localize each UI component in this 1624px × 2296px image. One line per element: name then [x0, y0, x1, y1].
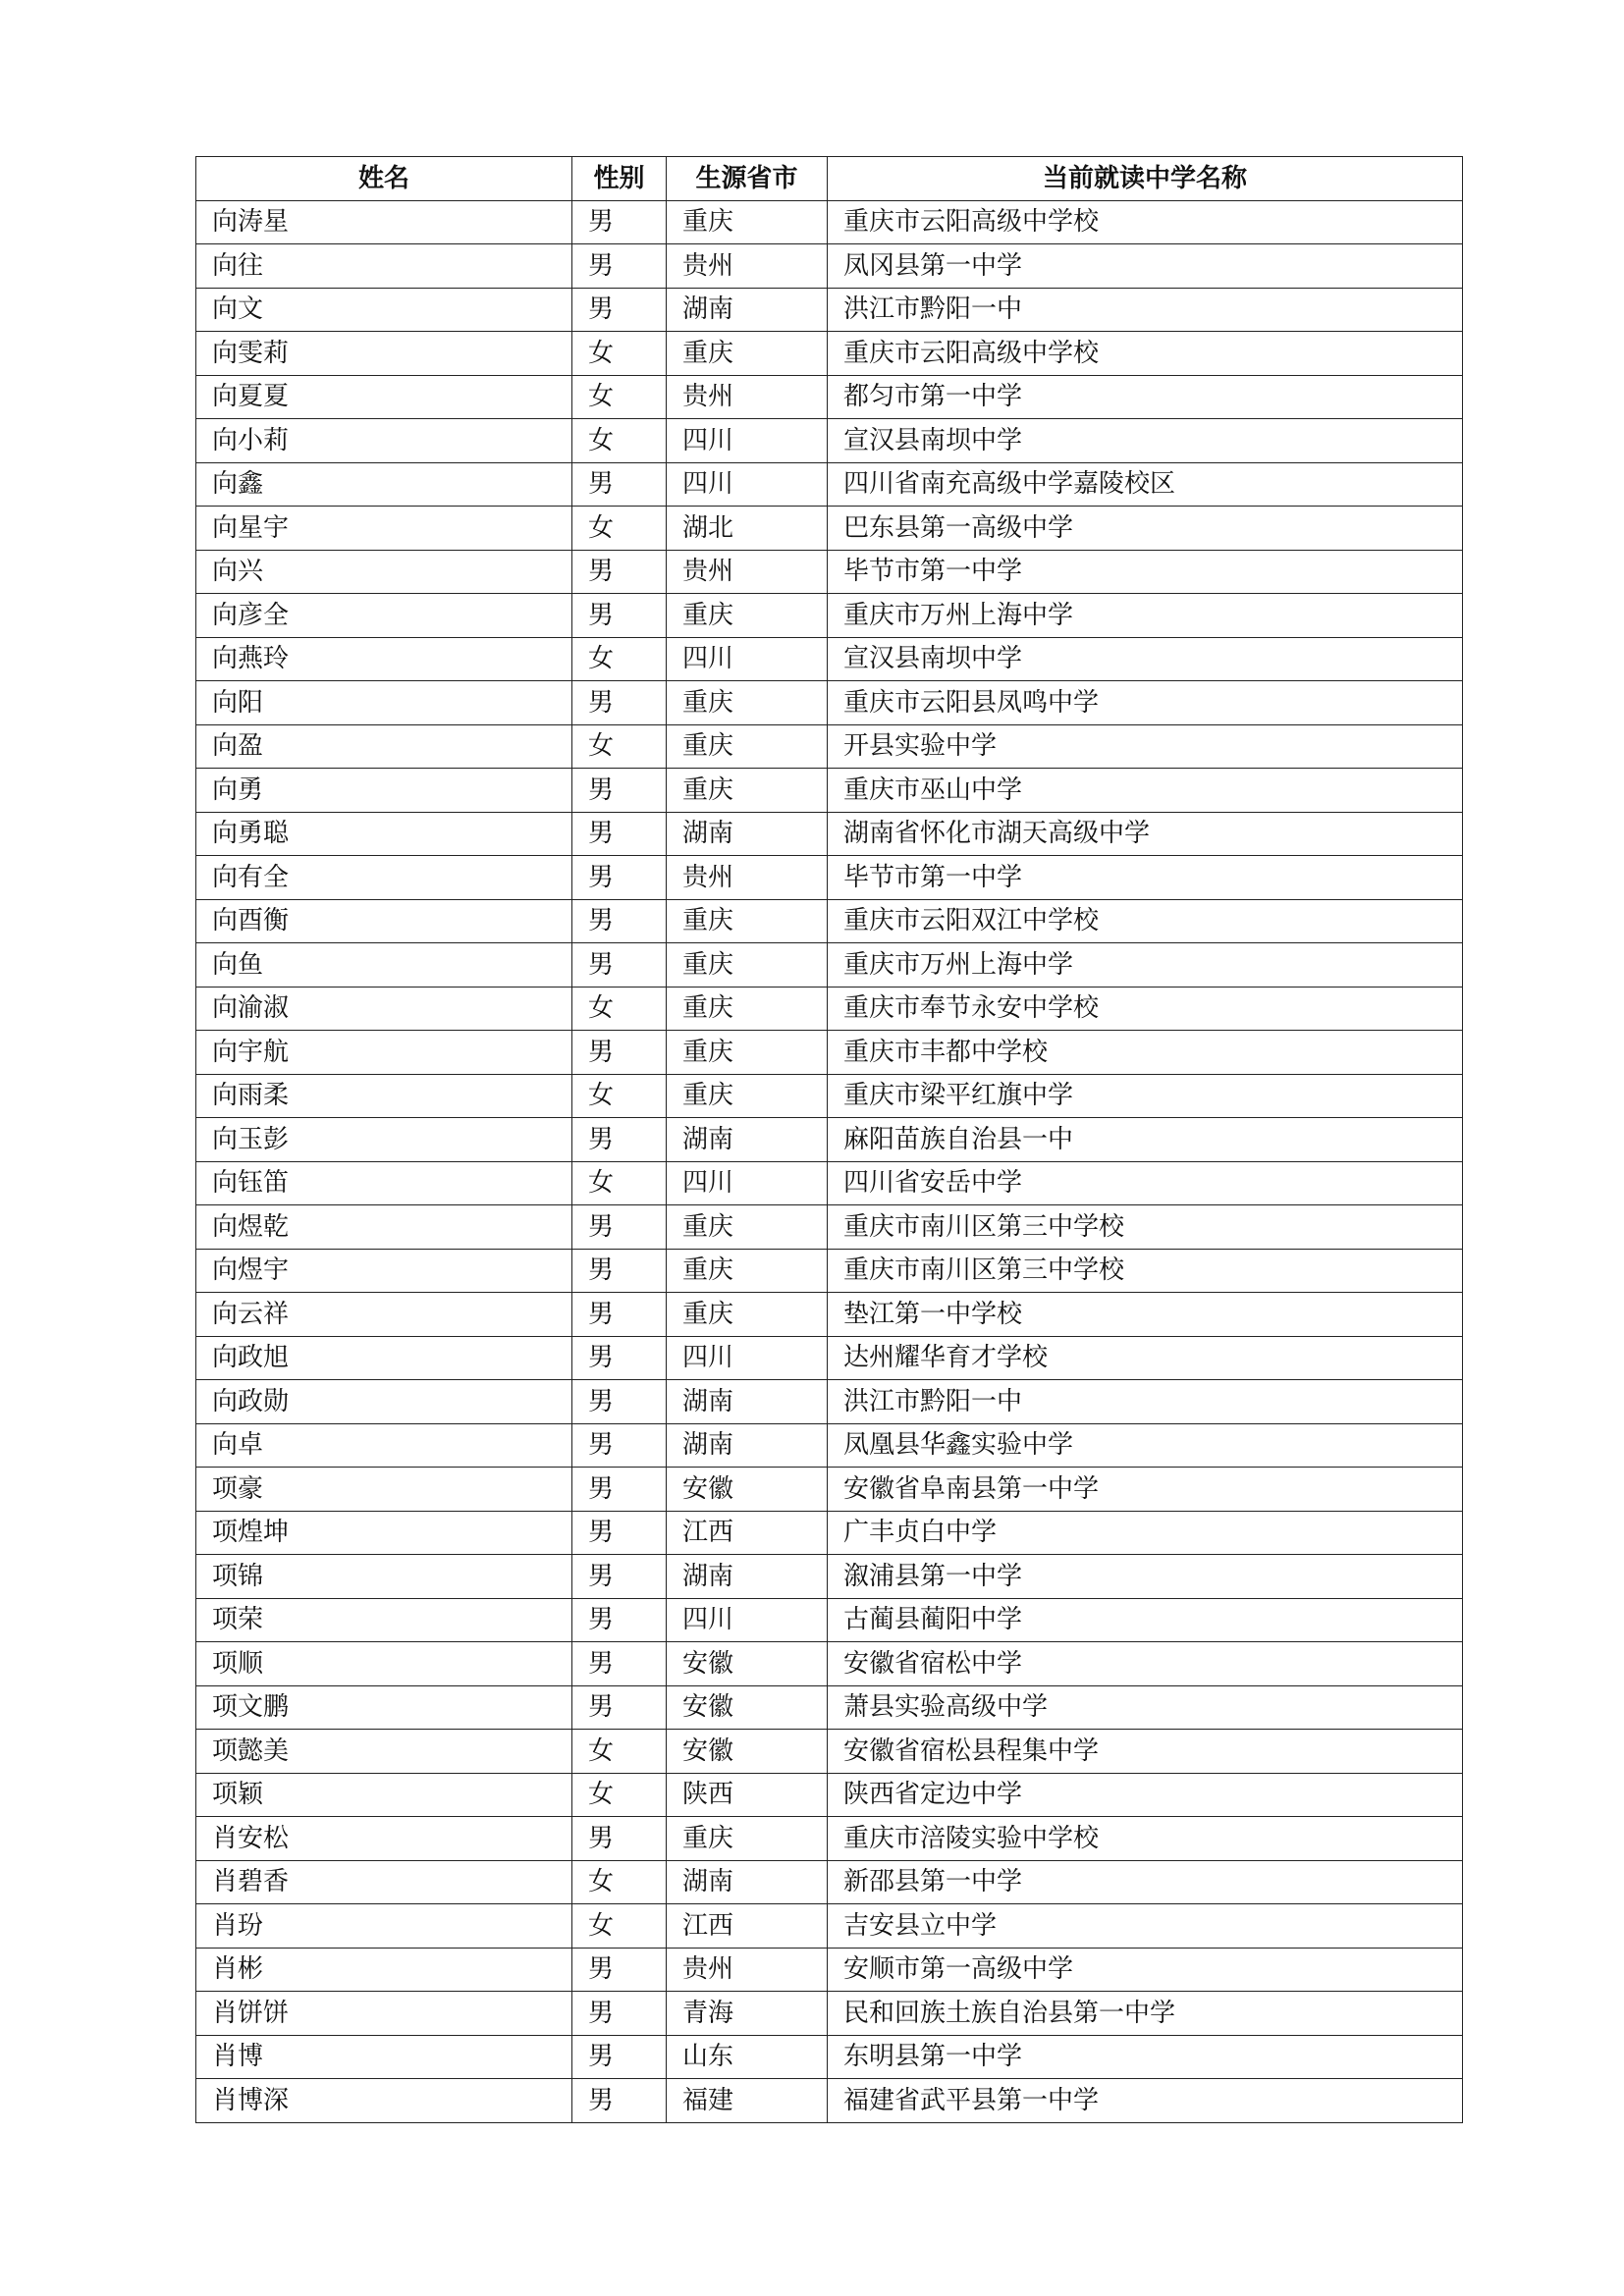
table-row [196, 1685, 1463, 1730]
cell-name: 肖彬 [196, 1948, 572, 1992]
table-row [196, 332, 1463, 376]
cell-gender: 男 [572, 288, 667, 332]
cell-school: 东明县第一中学 [828, 2035, 1463, 2079]
cell-province: 安徽 [667, 1642, 828, 1686]
cell-name: 向鱼 [196, 943, 572, 988]
cell-province: 福建 [667, 2079, 828, 2123]
table-row [196, 1074, 1463, 1118]
table-row [196, 1205, 1463, 1250]
student-table [195, 156, 1463, 2123]
cell-name: 肖博 [196, 2035, 572, 2079]
table-row [196, 1598, 1463, 1642]
cell-name: 向宇航 [196, 1031, 572, 1075]
cell-school: 吉安县立中学 [828, 1904, 1463, 1949]
cell-school: 重庆市南川区第三中学校 [828, 1205, 1463, 1250]
table-row [196, 1948, 1463, 1992]
cell-province: 青海 [667, 1992, 828, 2036]
cell-province: 湖北 [667, 507, 828, 551]
cell-gender: 男 [572, 2079, 667, 2123]
table-row [196, 637, 1463, 681]
cell-gender: 男 [572, 1293, 667, 1337]
table-row [196, 1642, 1463, 1686]
cell-province: 重庆 [667, 769, 828, 813]
table-row [196, 812, 1463, 856]
cell-gender: 男 [572, 1205, 667, 1250]
cell-school: 洪江市黔阳一中 [828, 288, 1463, 332]
cell-province: 重庆 [667, 943, 828, 988]
table-row [196, 987, 1463, 1031]
cell-name: 肖饼饼 [196, 1992, 572, 2036]
cell-school: 四川省南充高级中学嘉陵校区 [828, 462, 1463, 507]
table-row [196, 462, 1463, 507]
cell-name: 向酉衡 [196, 899, 572, 943]
cell-province: 四川 [667, 462, 828, 507]
header-school: 当前就读中学名称 [828, 157, 1463, 201]
table-row [196, 943, 1463, 988]
cell-school: 洪江市黔阳一中 [828, 1380, 1463, 1424]
cell-school: 麻阳苗族自治县一中 [828, 1118, 1463, 1162]
table-row [196, 200, 1463, 244]
cell-gender: 男 [572, 1031, 667, 1075]
cell-name: 向文 [196, 288, 572, 332]
cell-name: 向涛星 [196, 200, 572, 244]
cell-gender: 男 [572, 462, 667, 507]
header-gender: 性别 [572, 157, 667, 201]
cell-name: 肖玢 [196, 1904, 572, 1949]
cell-name: 项顺 [196, 1642, 572, 1686]
cell-gender: 男 [572, 1685, 667, 1730]
cell-name: 项颖 [196, 1773, 572, 1817]
cell-school: 重庆市涪陵实验中学校 [828, 1817, 1463, 1861]
cell-name: 向政勋 [196, 1380, 572, 1424]
cell-province: 湖南 [667, 1118, 828, 1162]
cell-school: 陕西省定边中学 [828, 1773, 1463, 1817]
cell-school: 安顺市第一高级中学 [828, 1948, 1463, 1992]
cell-name: 向星宇 [196, 507, 572, 551]
cell-name: 向政旭 [196, 1336, 572, 1380]
cell-province: 湖南 [667, 1860, 828, 1904]
cell-province: 重庆 [667, 724, 828, 769]
cell-school: 重庆市奉节永安中学校 [828, 987, 1463, 1031]
table-row [196, 724, 1463, 769]
cell-school: 巴东县第一高级中学 [828, 507, 1463, 551]
table-row [196, 1511, 1463, 1555]
cell-school: 垫江第一中学校 [828, 1293, 1463, 1337]
cell-name: 向煜宇 [196, 1249, 572, 1293]
cell-school: 安徽省阜南县第一中学 [828, 1468, 1463, 1512]
cell-name: 向雯莉 [196, 332, 572, 376]
cell-province: 重庆 [667, 899, 828, 943]
table-row [196, 2035, 1463, 2079]
cell-province: 湖南 [667, 1423, 828, 1468]
cell-school: 古蔺县蔺阳中学 [828, 1598, 1463, 1642]
table-row [196, 1161, 1463, 1205]
cell-gender: 男 [572, 1336, 667, 1380]
cell-school: 重庆市云阳双江中学校 [828, 899, 1463, 943]
cell-gender: 男 [572, 943, 667, 988]
cell-gender: 男 [572, 594, 667, 638]
cell-name: 向小莉 [196, 419, 572, 463]
cell-school: 凤凰县华鑫实验中学 [828, 1423, 1463, 1468]
cell-name: 向渝淑 [196, 987, 572, 1031]
cell-gender: 男 [572, 1380, 667, 1424]
table-row [196, 1336, 1463, 1380]
cell-gender: 男 [572, 1118, 667, 1162]
table-row [196, 856, 1463, 900]
cell-province: 安徽 [667, 1468, 828, 1512]
cell-school: 四川省安岳中学 [828, 1161, 1463, 1205]
cell-school: 毕节市第一中学 [828, 550, 1463, 594]
cell-gender: 男 [572, 1423, 667, 1468]
cell-province: 重庆 [667, 332, 828, 376]
cell-province: 四川 [667, 1161, 828, 1205]
cell-name: 向卓 [196, 1423, 572, 1468]
cell-name: 项懿美 [196, 1730, 572, 1774]
cell-name: 项煌坤 [196, 1511, 572, 1555]
cell-name: 向勇 [196, 769, 572, 813]
cell-province: 重庆 [667, 1249, 828, 1293]
cell-name: 向钰笛 [196, 1161, 572, 1205]
cell-gender: 女 [572, 1161, 667, 1205]
table-row [196, 288, 1463, 332]
cell-name: 向兴 [196, 550, 572, 594]
cell-gender: 男 [572, 1948, 667, 1992]
cell-gender: 男 [572, 1992, 667, 2036]
cell-school: 福建省武平县第一中学 [828, 2079, 1463, 2123]
cell-province: 贵州 [667, 375, 828, 419]
cell-gender: 男 [572, 200, 667, 244]
cell-gender: 男 [572, 856, 667, 900]
cell-province: 湖南 [667, 812, 828, 856]
cell-province: 贵州 [667, 244, 828, 289]
cell-gender: 女 [572, 1860, 667, 1904]
cell-province: 贵州 [667, 1948, 828, 1992]
table-row [196, 1730, 1463, 1774]
table-row [196, 1249, 1463, 1293]
table-row [196, 899, 1463, 943]
cell-school: 安徽省宿松中学 [828, 1642, 1463, 1686]
cell-name: 向鑫 [196, 462, 572, 507]
cell-gender: 女 [572, 1773, 667, 1817]
table-row [196, 244, 1463, 289]
cell-name: 肖碧香 [196, 1860, 572, 1904]
cell-name: 向夏夏 [196, 375, 572, 419]
cell-province: 重庆 [667, 200, 828, 244]
cell-gender: 女 [572, 507, 667, 551]
cell-name: 向有全 [196, 856, 572, 900]
table-row [196, 1423, 1463, 1468]
cell-name: 项文鹏 [196, 1685, 572, 1730]
cell-gender: 女 [572, 332, 667, 376]
cell-school: 重庆市丰都中学校 [828, 1031, 1463, 1075]
table-row [196, 1817, 1463, 1861]
cell-province: 重庆 [667, 1293, 828, 1337]
cell-province: 重庆 [667, 1205, 828, 1250]
cell-province: 湖南 [667, 1555, 828, 1599]
cell-province: 山东 [667, 2035, 828, 2079]
table-body [196, 200, 1463, 2122]
cell-gender: 男 [572, 1555, 667, 1599]
cell-gender: 男 [572, 1249, 667, 1293]
cell-name: 项荣 [196, 1598, 572, 1642]
cell-province: 重庆 [667, 1074, 828, 1118]
cell-name: 向燕玲 [196, 637, 572, 681]
cell-name: 项豪 [196, 1468, 572, 1512]
cell-school: 凤冈县第一中学 [828, 244, 1463, 289]
cell-gender: 女 [572, 637, 667, 681]
cell-school: 都匀市第一中学 [828, 375, 1463, 419]
cell-school: 重庆市云阳高级中学校 [828, 332, 1463, 376]
cell-name: 向勇聪 [196, 812, 572, 856]
cell-gender: 男 [572, 899, 667, 943]
cell-name: 向玉彭 [196, 1118, 572, 1162]
table-row [196, 1380, 1463, 1424]
cell-gender: 女 [572, 987, 667, 1031]
table-row [196, 375, 1463, 419]
table-row [196, 1992, 1463, 2036]
cell-name: 向往 [196, 244, 572, 289]
cell-school: 安徽省宿松县程集中学 [828, 1730, 1463, 1774]
cell-province: 江西 [667, 1904, 828, 1949]
cell-province: 安徽 [667, 1730, 828, 1774]
table-row [196, 1468, 1463, 1512]
cell-gender: 女 [572, 1074, 667, 1118]
cell-school: 萧县实验高级中学 [828, 1685, 1463, 1730]
cell-name: 项锦 [196, 1555, 572, 1599]
cell-name: 向云祥 [196, 1293, 572, 1337]
cell-gender: 女 [572, 1730, 667, 1774]
table-row [196, 1773, 1463, 1817]
header-province: 生源省市 [667, 157, 828, 201]
table-row [196, 550, 1463, 594]
cell-gender: 女 [572, 1904, 667, 1949]
table-row [196, 1555, 1463, 1599]
cell-gender: 男 [572, 2035, 667, 2079]
table-row [196, 1904, 1463, 1949]
cell-school: 新邵县第一中学 [828, 1860, 1463, 1904]
cell-name: 肖安松 [196, 1817, 572, 1861]
table-row [196, 419, 1463, 463]
cell-school: 宣汉县南坝中学 [828, 637, 1463, 681]
cell-gender: 男 [572, 244, 667, 289]
cell-province: 安徽 [667, 1685, 828, 1730]
cell-gender: 女 [572, 375, 667, 419]
cell-name: 向彦全 [196, 594, 572, 638]
cell-province: 四川 [667, 637, 828, 681]
cell-gender: 女 [572, 419, 667, 463]
table-row [196, 594, 1463, 638]
cell-school: 重庆市云阳县凤鸣中学 [828, 681, 1463, 725]
cell-province: 陕西 [667, 1773, 828, 1817]
cell-gender: 男 [572, 769, 667, 813]
cell-name: 向煜乾 [196, 1205, 572, 1250]
cell-school: 重庆市巫山中学 [828, 769, 1463, 813]
cell-school: 广丰贞白中学 [828, 1511, 1463, 1555]
cell-gender: 男 [572, 1468, 667, 1512]
table-row [196, 2079, 1463, 2123]
cell-school: 达州耀华育才学校 [828, 1336, 1463, 1380]
cell-province: 四川 [667, 1598, 828, 1642]
cell-province: 四川 [667, 419, 828, 463]
table-row [196, 1031, 1463, 1075]
cell-school: 开县实验中学 [828, 724, 1463, 769]
cell-province: 江西 [667, 1511, 828, 1555]
table-header-row [196, 157, 1463, 201]
cell-province: 重庆 [667, 987, 828, 1031]
cell-province: 贵州 [667, 550, 828, 594]
cell-gender: 男 [572, 550, 667, 594]
cell-school: 湖南省怀化市湖天高级中学 [828, 812, 1463, 856]
cell-province: 湖南 [667, 288, 828, 332]
cell-school: 重庆市南川区第三中学校 [828, 1249, 1463, 1293]
header-name: 姓名 [196, 157, 572, 201]
table-row [196, 1293, 1463, 1337]
cell-school: 重庆市万州上海中学 [828, 943, 1463, 988]
cell-name: 向阳 [196, 681, 572, 725]
cell-province: 重庆 [667, 1031, 828, 1075]
cell-school: 宣汉县南坝中学 [828, 419, 1463, 463]
cell-province: 重庆 [667, 1817, 828, 1861]
table-row [196, 507, 1463, 551]
table-row [196, 1118, 1463, 1162]
cell-school: 重庆市云阳高级中学校 [828, 200, 1463, 244]
cell-gender: 女 [572, 724, 667, 769]
cell-province: 贵州 [667, 856, 828, 900]
table-row [196, 681, 1463, 725]
table-row [196, 769, 1463, 813]
cell-gender: 男 [572, 681, 667, 725]
cell-gender: 男 [572, 1642, 667, 1686]
cell-name: 肖博深 [196, 2079, 572, 2123]
cell-gender: 男 [572, 1598, 667, 1642]
cell-name: 向雨柔 [196, 1074, 572, 1118]
cell-gender: 男 [572, 1511, 667, 1555]
cell-school: 溆浦县第一中学 [828, 1555, 1463, 1599]
cell-school: 毕节市第一中学 [828, 856, 1463, 900]
cell-school: 民和回族土族自治县第一中学 [828, 1992, 1463, 2036]
cell-province: 湖南 [667, 1380, 828, 1424]
cell-province: 重庆 [667, 594, 828, 638]
cell-gender: 男 [572, 1817, 667, 1861]
cell-name: 向盈 [196, 724, 572, 769]
cell-gender: 男 [572, 812, 667, 856]
cell-school: 重庆市梁平红旗中学 [828, 1074, 1463, 1118]
cell-province: 四川 [667, 1336, 828, 1380]
table-row [196, 1860, 1463, 1904]
cell-school: 重庆市万州上海中学 [828, 594, 1463, 638]
cell-province: 重庆 [667, 681, 828, 725]
